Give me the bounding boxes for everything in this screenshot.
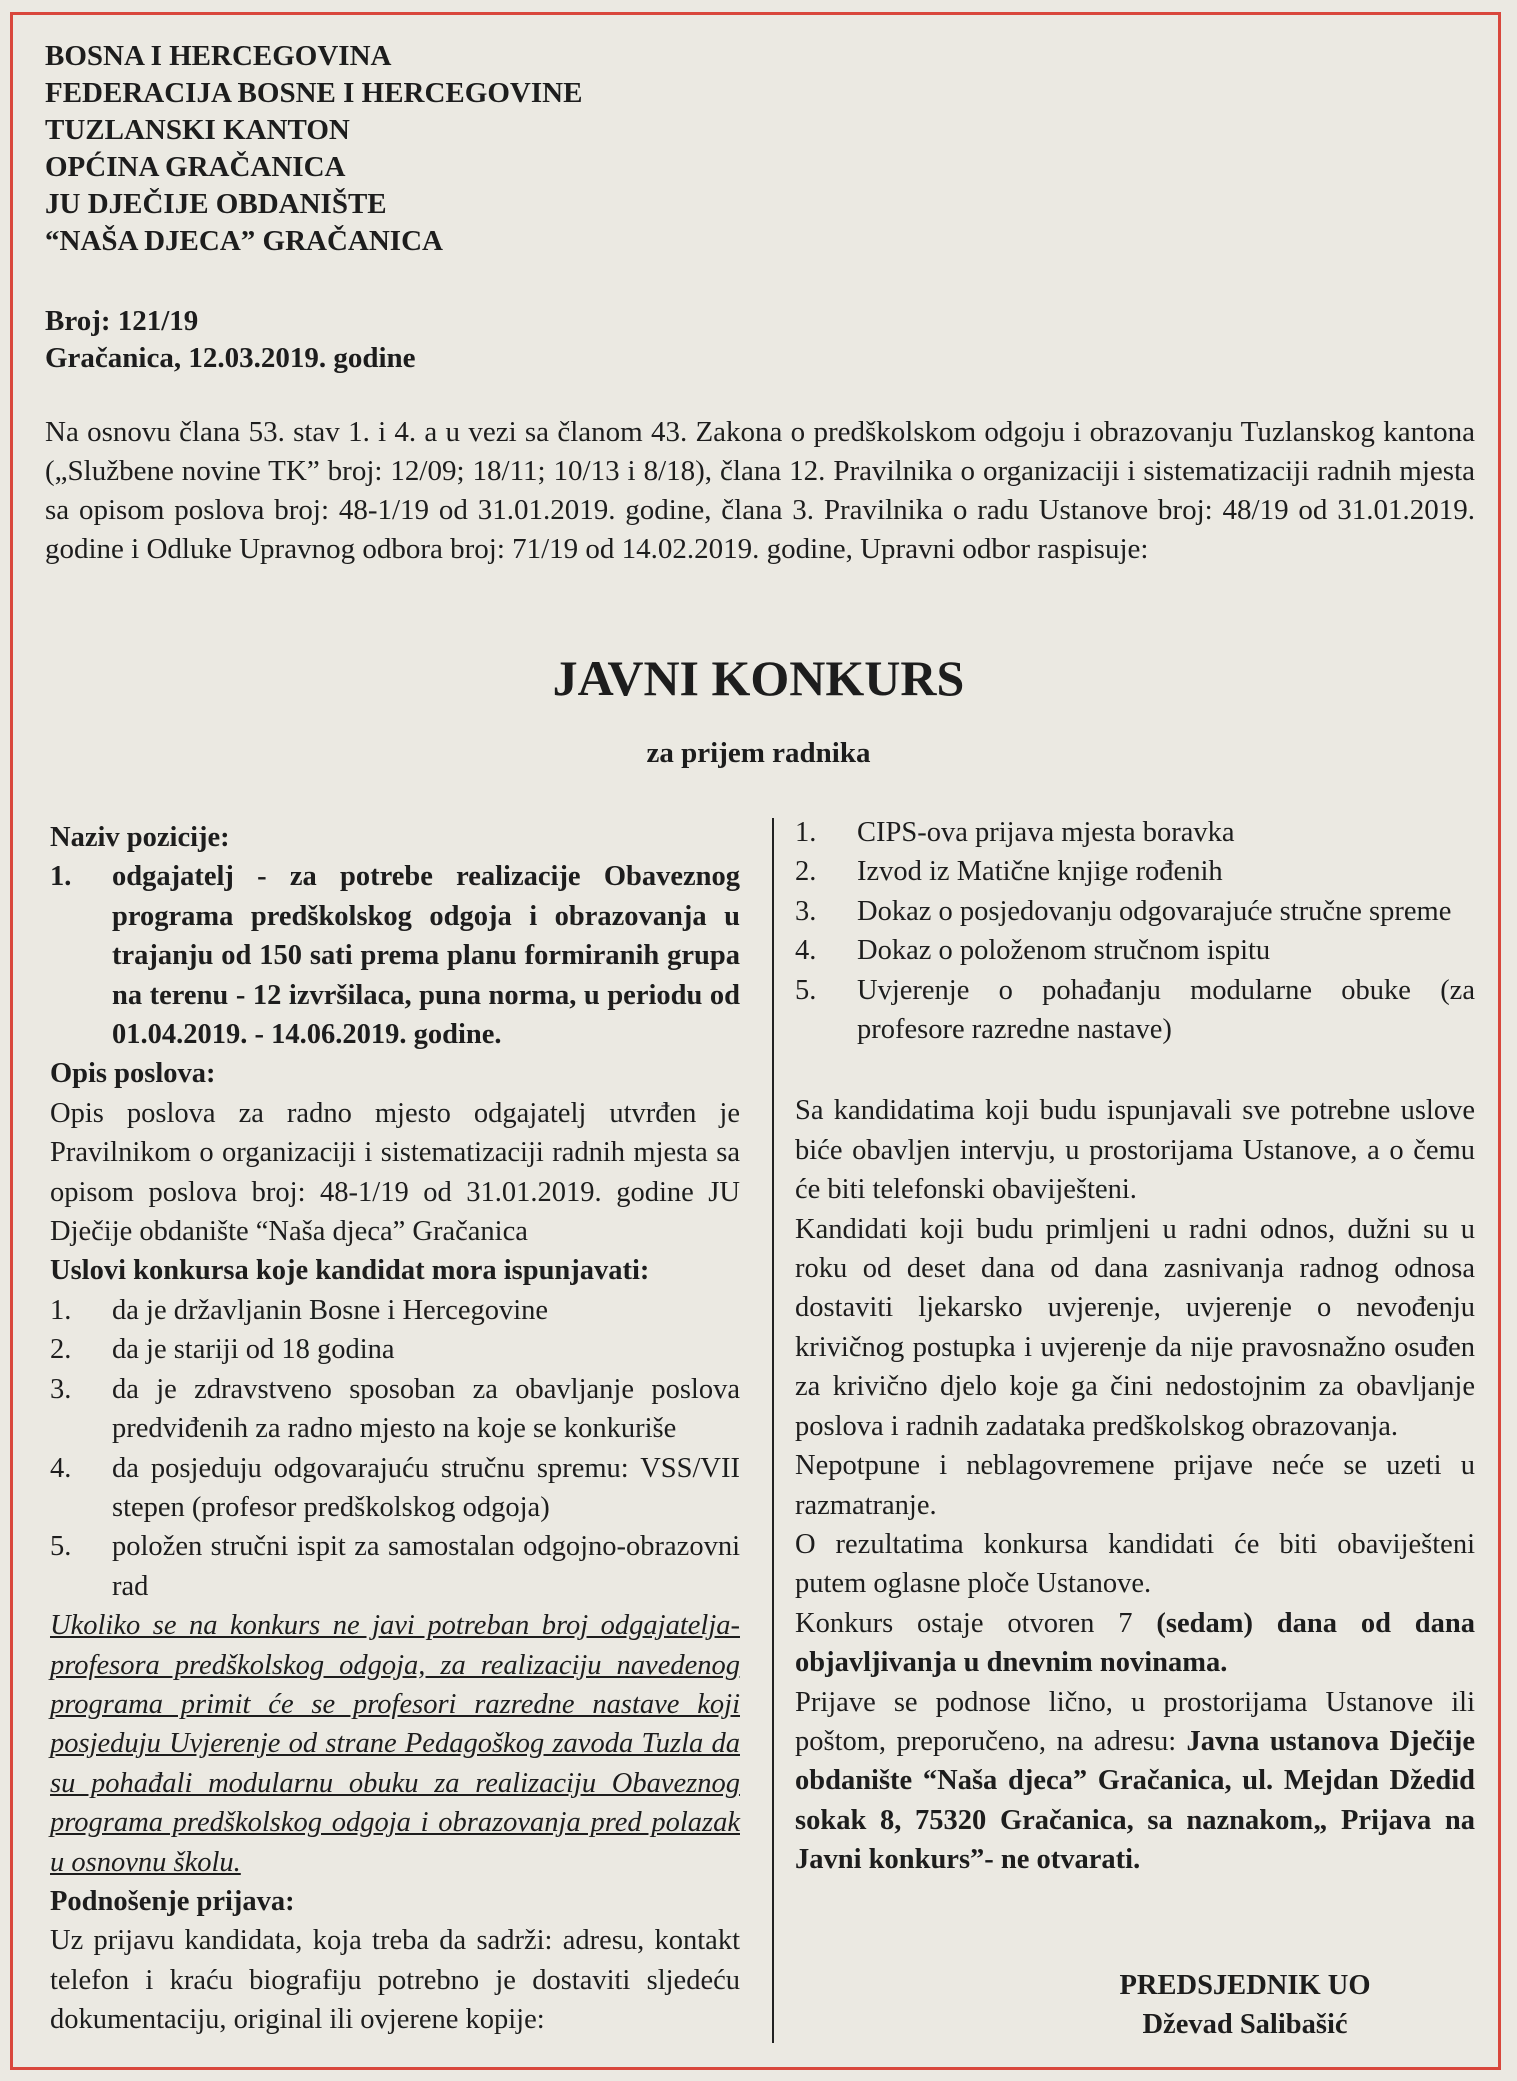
section-heading-position: Naziv pozicije: [50, 822, 230, 853]
document-number: 5. [795, 974, 817, 1006]
left-column [50, 818, 740, 2040]
header-line: “NAŠA DJECA” GRAČANICA [45, 225, 443, 257]
column-divider [772, 818, 774, 2043]
header-line: JU DJEČIJE OBDANIŠTE [45, 188, 387, 220]
address-text: Prijave se podnose lično, u prostorijama Ustanove ili poštom, preporučeno, na adresu: [795, 1686, 1475, 1757]
document-item [795, 813, 1475, 852]
condition-number: 2. [50, 1334, 72, 1366]
underlined-note: Ukoliko se na konkurs ne javi potreban broj odgajatelja-profesora predškolskog odgoja, za realizaciju navedenog programa primit će se profesori razredne nastave koji posjeduju Uvjerenje od strane Pedagoškog zavoda Tuzla da su pohađali modularnu obuku za realizaciju Obaveznog programa predškolskog odgoja i obrazovanja pred polazak u osnovnu školu. [50, 1610, 740, 1878]
header-line: TUZLANSKI KANTON [45, 114, 350, 146]
condition-item [50, 1527, 740, 1606]
document-text: CIPS-ova prijava mjesta boravka [857, 817, 1235, 848]
condition-item [50, 1449, 740, 1528]
condition-item [50, 1330, 740, 1369]
header-line: FEDERACIJA BOSNE I HERCEGOVINE [45, 77, 583, 109]
document-title: JAVNI KONKURS [552, 650, 965, 706]
condition-text: da je zdravstveno sposoban za obavljanje poslova predviđenih za radno mjesto na koje se konkuriše [112, 1373, 740, 1445]
document-number: 1. [795, 817, 817, 848]
condition-number: 1. [50, 1294, 72, 1326]
open-period-paragraph [795, 1604, 1475, 1683]
document-text: Dokaz o položenom stručnom ispitu [857, 935, 1271, 967]
document-text: Dokaz o posjedovanju odgovarajuće stručne spreme [857, 895, 1452, 927]
signature-block [1095, 1966, 1395, 2045]
spacer [795, 1049, 1475, 1091]
document-item [795, 931, 1475, 970]
condition-text: da posjeduju odgovarajuću stručnu spremu: VSS/VII stepen (profesor predškolskog odgoja) [112, 1452, 740, 1523]
condition-number: 3. [50, 1373, 72, 1405]
applications-text: Uz prijavu kandidata, koja treba da sadrži: adresu, kontakt telefon i kraću biografiju potrebno je dostaviti sljedeću dokumentaciju, original ili ovjerene kopije: [50, 1925, 740, 2036]
condition-text: položen stručni ispit za samostalan odgojno-obrazovni rad [112, 1531, 740, 1602]
position-item [50, 857, 740, 1054]
description-text: Opis poslova za radno mjesto odgajatelj utvrđen je Pravilnikom o organizaciji i sistematizaciji radnih mjesta sa opisom poslova broj: 48-1/19 od 31.01.2019. godine JU Dječije obdanište “Naša djeca” Gračanica [50, 1097, 740, 1248]
condition-item [50, 1370, 740, 1449]
signature-name: Dževad Salibašić [1142, 2009, 1348, 2041]
incomplete-paragraph: Nepotpune i neblagovremene prijave neće se uzeti u razmatranje. [795, 1450, 1475, 1521]
document-text: Izvod iz Matične knjige rođenih [857, 856, 1223, 888]
document-number: 4. [795, 935, 817, 967]
section-heading-applications: Podnošenje prijava: [50, 1885, 295, 1917]
open-period-text: Konkurs ostaje otvoren 7 [795, 1607, 1157, 1639]
document-subtitle: za prijem radnika [646, 737, 871, 769]
section-heading-description: Opis poslova: [50, 1058, 216, 1090]
section-heading-conditions: Uslovi konkursa koje kandidat mora ispunjavati: [50, 1255, 650, 1287]
institution-header [45, 38, 582, 260]
address-bold: Javna ustanova Dječije obdanište “Naša djeca” Gračanica, ul. Mejdan Džedid sokak 8, 75320 Gračanica, sa naznakom„ Prijava na Javni konkurs”- ne otvarati. [795, 1725, 1475, 1876]
condition-text: da je državljanin Bosne i Hercegovine [112, 1294, 549, 1326]
interview-paragraph: Sa kandidatima koji budu ispunjavali sve potrebne uslove biće obavljen intervju, u prostorijama Ustanove, a o čemu će biti telefonski obaviješteni. [795, 1095, 1475, 1206]
condition-item [50, 1291, 740, 1330]
document-number: 2. [795, 856, 817, 888]
document-number: 3. [795, 895, 817, 927]
signature-role: PREDSJEDNIK UO [1119, 1970, 1371, 2001]
condition-number: 5. [50, 1531, 72, 1563]
header-line: BOSNA I HERCEGOVINA [45, 40, 392, 72]
condition-text: da je stariji od 18 godina [112, 1334, 395, 1366]
reference-number: Broj: 121/19 [45, 305, 199, 337]
right-column [795, 813, 1475, 1880]
header-line: OPĆINA GRAČANICA [45, 151, 346, 183]
document-item [795, 892, 1475, 931]
document-item [795, 971, 1475, 1050]
reference-date: Gračanica, 12.03.2019. godine [45, 342, 416, 374]
position-number: 1. [50, 861, 72, 893]
document-item [795, 852, 1475, 891]
results-paragraph: O rezultatima konkursa kandidati će biti obaviješteni putem oglasne ploče Ustanove. [795, 1528, 1475, 1600]
condition-number: 4. [50, 1452, 72, 1484]
open-period-bold: (sedam) dana od dana objavljivanja u dnevnim novinama. [795, 1607, 1475, 1679]
position-text: odgajatelj - za potrebe realizacije Obaveznog programa predškolskog odgoja i obrazovanja u trajanju od 150 sati prema planu formiranih grupa na terenu - 12 izvršilaca, puna norma, u periodu od 01.04.2019. - 14.06.2019. godine. [112, 861, 740, 1051]
address-paragraph [795, 1683, 1475, 1880]
reference-block [45, 303, 416, 377]
document-text: Uvjerenje o pohađanju modularne obuke (za profesore razredne nastave) [857, 974, 1475, 1046]
hired-paragraph: Kandidati koji budu primljeni u radni odnos, dužni su u roku od deset dana od dana zasnivanja radnog odnosa dostaviti ljekarsko uvjerenje, uvjerenje o nevođenju krivičnog postupka i uvjerenje da nije pravosnažno osuđen za krivično djelo koje ga čini nedostojnim za obavljanje poslova i radnih zadataka predškolskog obrazovanja. [795, 1213, 1475, 1442]
intro-paragraph: Na osnovu člana 53. stav 1. i 4. a u vezi sa članom 43. Zakona o predškolskom odgoju i obrazovanju Tuzlanskog kantona („Službene novine TK” broj: 12/09; 18/11; 10/13 i 8/18), člana 12. Pravilnika o organizaciji i sistematizaciji radnih mjesta sa opisom poslova broj: 48-1/19 od 31.01.2019. godine, člana 3. Pravilnika o radu Ustanove broj: 48/19 od 31.01.2019. godine i Odluke Upravnog odbora broj: 71/19 od 14.02.2019. godine, Upravni odbor raspisuje: [45, 416, 1475, 565]
